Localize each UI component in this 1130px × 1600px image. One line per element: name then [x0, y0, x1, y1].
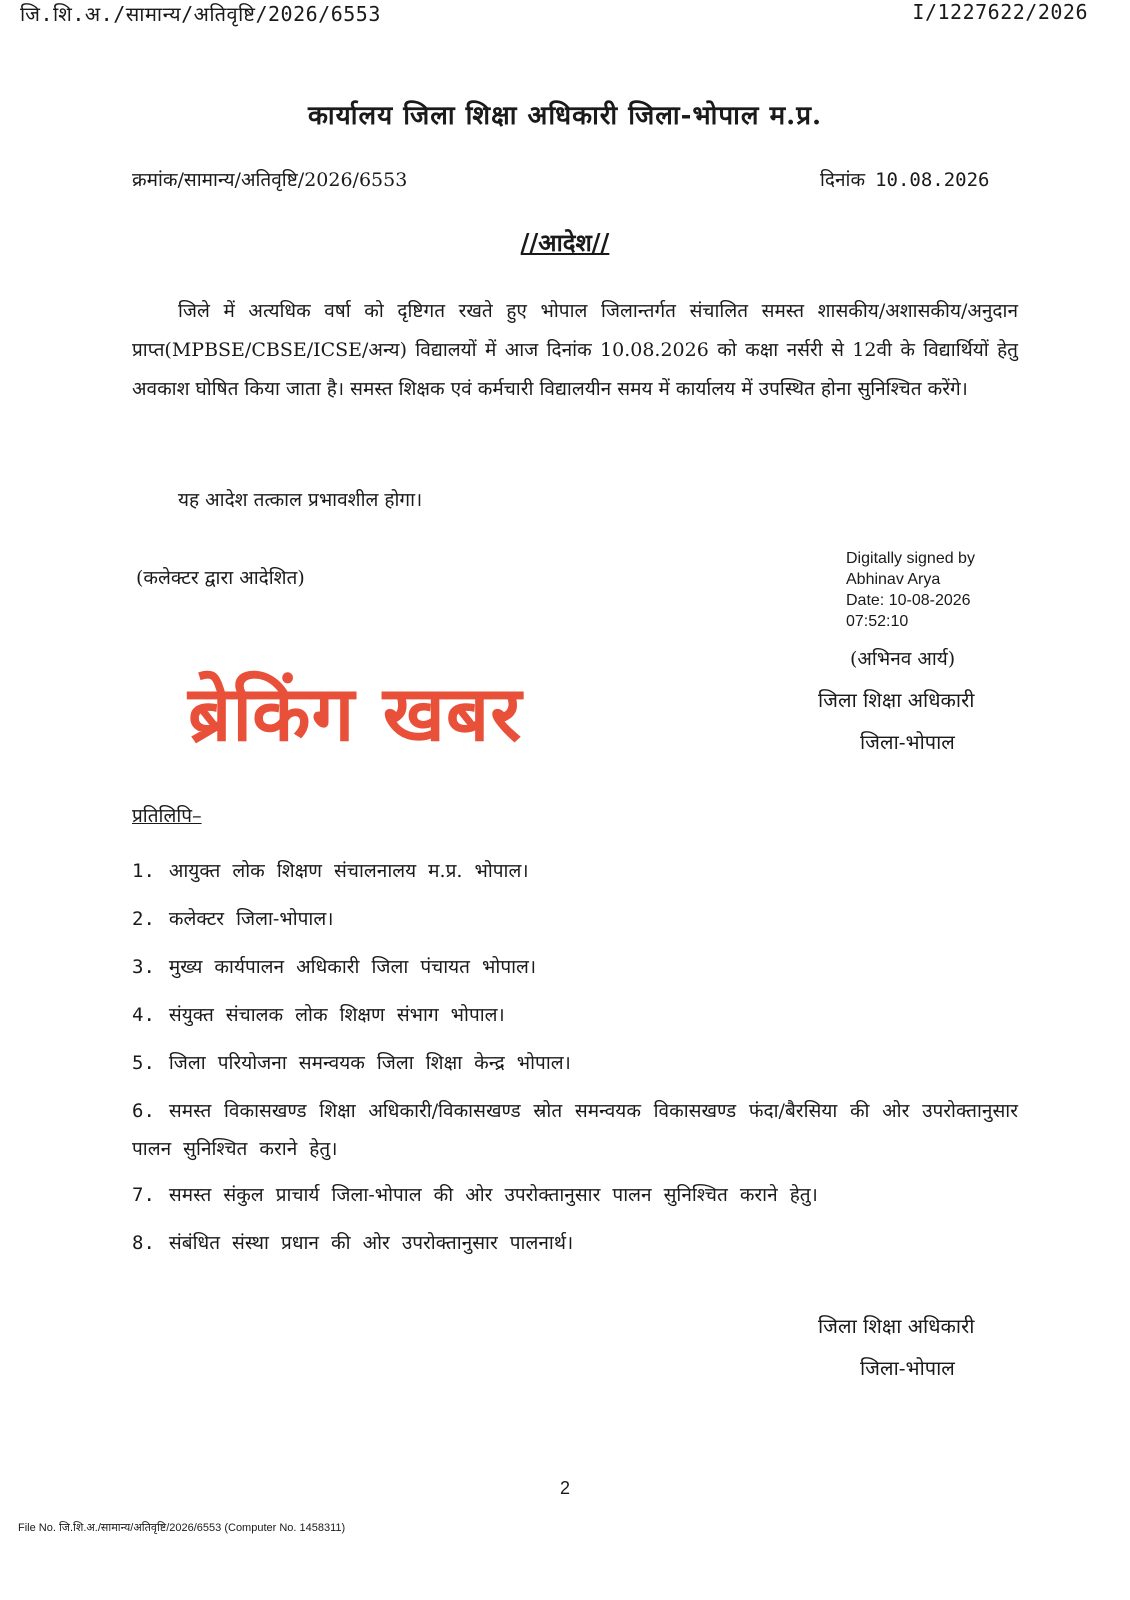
list-text: जिला परियोजना समन्वयक जिला शिक्षा केन्द्र भोपाल। — [168, 1052, 571, 1074]
copy-list-item — [132, 1044, 1018, 1082]
footer-signer-post: जिला शिक्षा अधिकारी — [818, 1314, 975, 1338]
order-heading: //आदेश// — [520, 228, 610, 257]
digital-signature-block — [846, 548, 1046, 632]
date-label: दिनांक — [820, 169, 866, 191]
office-title: कार्यालय जिला शिक्षा अधिकारी जिला-भोपाल म.प्र. — [307, 101, 823, 131]
list-number: 8. — [132, 1232, 155, 1254]
list-number: 4. — [132, 1004, 155, 1026]
list-number: 1. — [132, 860, 155, 882]
copy-list-item — [132, 852, 1018, 890]
copy-list-item — [132, 996, 1018, 1034]
list-number: 7. — [132, 1184, 155, 1206]
list-text: मुख्य कार्यपालन अधिकारी जिला पंचायत भोपाल। — [168, 956, 537, 978]
list-number: 3. — [132, 956, 155, 978]
top-right-reference: I/1227622/2026 — [912, 0, 1088, 24]
copy-list-item — [132, 900, 1018, 938]
copy-to-heading: प्रतिलिपि– — [132, 805, 202, 827]
file-footer: File No. जि.शि.अ./सामान्य/अतिवृष्टि/2026/6553 (Computer No. 1458311) — [18, 1522, 346, 1534]
page-number: 2 — [559, 1478, 570, 1498]
copy-list-item — [132, 1224, 1018, 1262]
copy-list-item — [132, 1176, 1018, 1214]
signature-time: 07:52:10 — [846, 613, 909, 630]
signer-post: जिला शिक्षा अधिकारी — [818, 688, 975, 712]
signer-name: (अभिनव आर्य) — [850, 648, 956, 670]
breaking-news-overlay: ब्रेकिंग खबर — [188, 669, 523, 758]
footer-signer-district: जिला-भोपाल — [860, 1356, 955, 1380]
effective-statement: यह आदेश तत्काल प्रभावशील होगा। — [178, 489, 423, 511]
signature-date: Date: 10-08-2026 — [846, 592, 971, 609]
order-number: क्रमांक/सामान्य/अतिवृष्टि/2026/6553 — [132, 169, 408, 191]
order-date — [820, 166, 989, 192]
list-text: संयुक्त संचालक लोक शिक्षण संभाग भोपाल। — [168, 1004, 505, 1026]
signature-line: Digitally signed by — [846, 550, 975, 567]
signature-signer-name: Abhinav Arya — [846, 571, 941, 588]
date-value: 10.08.2026 — [875, 169, 990, 191]
signer-district: जिला-भोपाल — [860, 730, 955, 754]
list-text: समस्त संकुल प्राचार्य जिला-भोपाल की ओर उपरोक्तानुसार पालन सुनिश्चित कराने हेतु। — [168, 1184, 818, 1206]
list-number: 2. — [132, 908, 155, 930]
copy-list-item — [132, 948, 1018, 986]
collector-ordered-note: (कलेक्टर द्वारा आदेशित) — [136, 567, 305, 589]
list-text: समस्त विकासखण्ड शिक्षा अधिकारी/विकासखण्ड स्रोत समन्वयक विकासखण्ड फंदा/बैरसिया की ओर उपरोक्तानुसार पालन सुनिश्चित कराने हेतु। — [132, 1100, 1018, 1160]
order-body-paragraph: जिले में अत्यधिक वर्षा को दृष्टिगत रखते हुए भोपाल जिलान्तर्गत संचालित समस्त शासकीय/अशासकीय/अनुदान प्राप्त(MPBSE/CBSE/ICSE/अन्य) विद्यालयों में आज दिनांक 10.08.2026 को कक्षा नर्सरी से 12वी के विद्यार्थियों हेतु अवकाश घोषित किया जाता है। समस्त शिक्षक एवं कर्मचारी विद्यालयीन समय में कार्यालय में उपस्थित होना सुनिश्चित करेंगे। — [132, 300, 1018, 400]
list-text: आयुक्त लोक शिक्षण संचालनालय म.प्र. भोपाल। — [168, 860, 529, 882]
list-number: 5. — [132, 1052, 155, 1074]
list-text: कलेक्टर जिला-भोपाल। — [168, 908, 334, 930]
copy-list-item — [132, 1092, 1018, 1168]
top-left-reference: जि.शि.अ./सामान्य/अतिवृष्टि/2026/6553 — [20, 2, 381, 26]
list-text: संबंधित संस्था प्रधान की ओर उपरोक्तानुसार पालनार्थ। — [168, 1232, 574, 1254]
list-number: 6. — [132, 1100, 155, 1122]
